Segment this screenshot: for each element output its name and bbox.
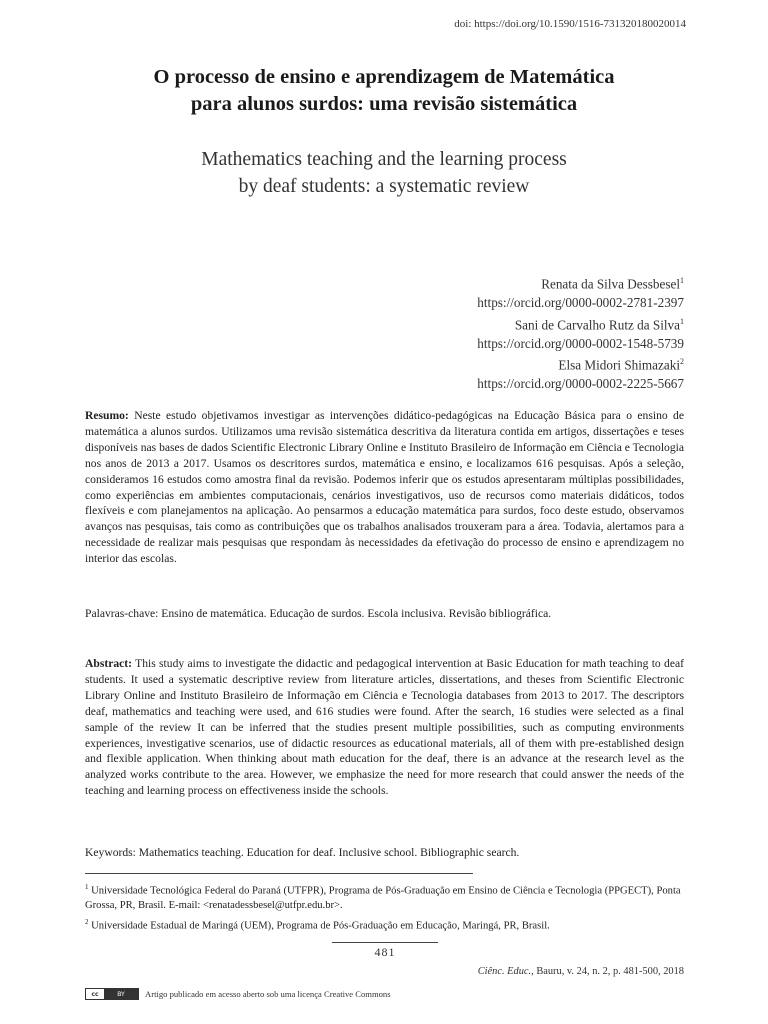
footnotes bbox=[85, 880, 685, 935]
abstract-paragraph bbox=[85, 656, 684, 799]
license-text: Artigo publicado em acesso aberto sob uma licença Creative Commons bbox=[145, 989, 391, 999]
title-english bbox=[84, 146, 684, 200]
author-name: Elsa Midori Shimazaki$^2$ bbox=[558, 357, 684, 373]
title-en-line-1: Mathematics teaching and the learning process bbox=[201, 149, 567, 170]
footnote-2: $^2$ Universidade Estadual de Maringá (UEM), Programa de Pós-Graduação em Educação, Maringá, PR, Brasil. bbox=[85, 917, 550, 932]
palavras-chave: Palavras-chave: Ensino de matemática. Educação de surdos. Escola inclusiva. Revisão bibliográfica. bbox=[85, 607, 552, 620]
footnote-divider bbox=[85, 873, 473, 874]
footnote-1: $^1$ Universidade Tecnológica Federal do Paraná (UTFPR), Programa de Pós-Graduação em Ensino de Ciência e Tecnologia (PPGECT), Ponta Grossa, PR, Brasil. E-mail: <renatadessbesel@utfpr.edu.br>. bbox=[85, 883, 681, 911]
author-name: Renata da Silva Dessbesel$^1$ bbox=[541, 276, 684, 292]
author-orcid-link[interactable]: https://orcid.org/0000-0002-2781-2397 bbox=[477, 294, 684, 310]
author-name: Sani de Carvalho Rutz da Silva$^1$ bbox=[514, 316, 684, 332]
resumo-paragraph bbox=[85, 408, 684, 567]
title-portuguese bbox=[84, 64, 684, 118]
license-footer bbox=[85, 988, 391, 1000]
journal-citation: Ciênc. Educ., Bauru, v. 24, n. 2, p. 481-500, 2018 bbox=[477, 966, 684, 977]
resumo-text: Neste estudo objetivamos investigar as intervenções didático-pedagógicas na Educação Básica para o ensino de matemática a alunos surdos. Utilizamos uma revisão sistemática descritiva da literatura contida em artigos, dissertações e teses disponíveis nas bases de dados Scientific Electronic Library Online e Instituto Brasileiro de Informação em Ciência e Tecnologia nos anos de 2013 a 2017. Usamos os descritores surdos, matemática e ensino, e localizamos 616 pesquisas. Após a seleção, consideramos 16 estudos como amostra final da revisão. Podemos inferir que os estudos apresentaram múltiplas possibilidades, como experiências em ambientes computacionais, cenários investigativos, uso de recursos como materiais didáticos, todos flexíveis e com planejamentos na aplicação. Ao pensarmos a educação matemática para surdos, foco deste estudo, observamos avanços nas pesquisas, tais como as contribuições que os trabalhos analisados trouxeram para a área. Todavia, alertamos para a necessidade de realizar mais pesquisas que respondam às necessidades da efetivação do processo de ensino e aprendizagem no interior das escolas. bbox=[85, 409, 684, 566]
keywords: Keywords: Mathematics teaching. Education for deaf. Inclusive school. Bibliographic search. bbox=[85, 846, 520, 859]
creative-commons-badge-icon[interactable]: cc BY bbox=[85, 988, 139, 1000]
page-number: 481 bbox=[374, 945, 396, 959]
title-en-line-2: by deaf students: a systematic review bbox=[238, 176, 530, 197]
abstract-label: Abstract: bbox=[85, 657, 133, 670]
author-orcid-link[interactable]: https://orcid.org/0000-0002-1548-5739 bbox=[477, 335, 684, 351]
author-block bbox=[477, 272, 684, 394]
doi-link[interactable]: doi: https://doi.org/10.1590/1516-731320180020014 bbox=[454, 18, 686, 30]
journal-name: Ciênc. Educ. bbox=[477, 966, 532, 977]
resumo-label: Resumo: bbox=[85, 409, 129, 422]
abstract-text: This study aims to investigate the didactic and pedagogical intervention at Basic Education for math teaching to deaf students. It used a systematic descriptive review from literature articles, dissertations, and theses from Scientific Electronic Library Online and Instituto Brasileiro de Informação em Ciência e Tecnologia databases from 2013 to 2017. The descriptors deaf, mathematics and teaching were used, and 616 studies were found. After the search, 16 studies were selected as a final sample of the review It can be inferred that the studies present multiple possibilities, such as computing environments experiences, investigative scenarios, use of didactic resources as educational materials, all of them with pre-established design and flexible application. When thinking about math education for the deaf, there is an advance at the research level as the analyzed works contribute to the area. However, we emphasize the need for more research that could answer the needs of the teaching and learning process on effectiveness inside the schools. bbox=[85, 657, 684, 798]
page-number-divider bbox=[332, 942, 438, 943]
title-pt-line-1: O processo de ensino e aprendizagem de Matemática bbox=[153, 66, 615, 88]
title-pt-line-2: para alunos surdos: uma revisão sistemática bbox=[190, 93, 578, 115]
author-orcid-link[interactable]: https://orcid.org/0000-0002-2225-5667 bbox=[477, 376, 684, 392]
